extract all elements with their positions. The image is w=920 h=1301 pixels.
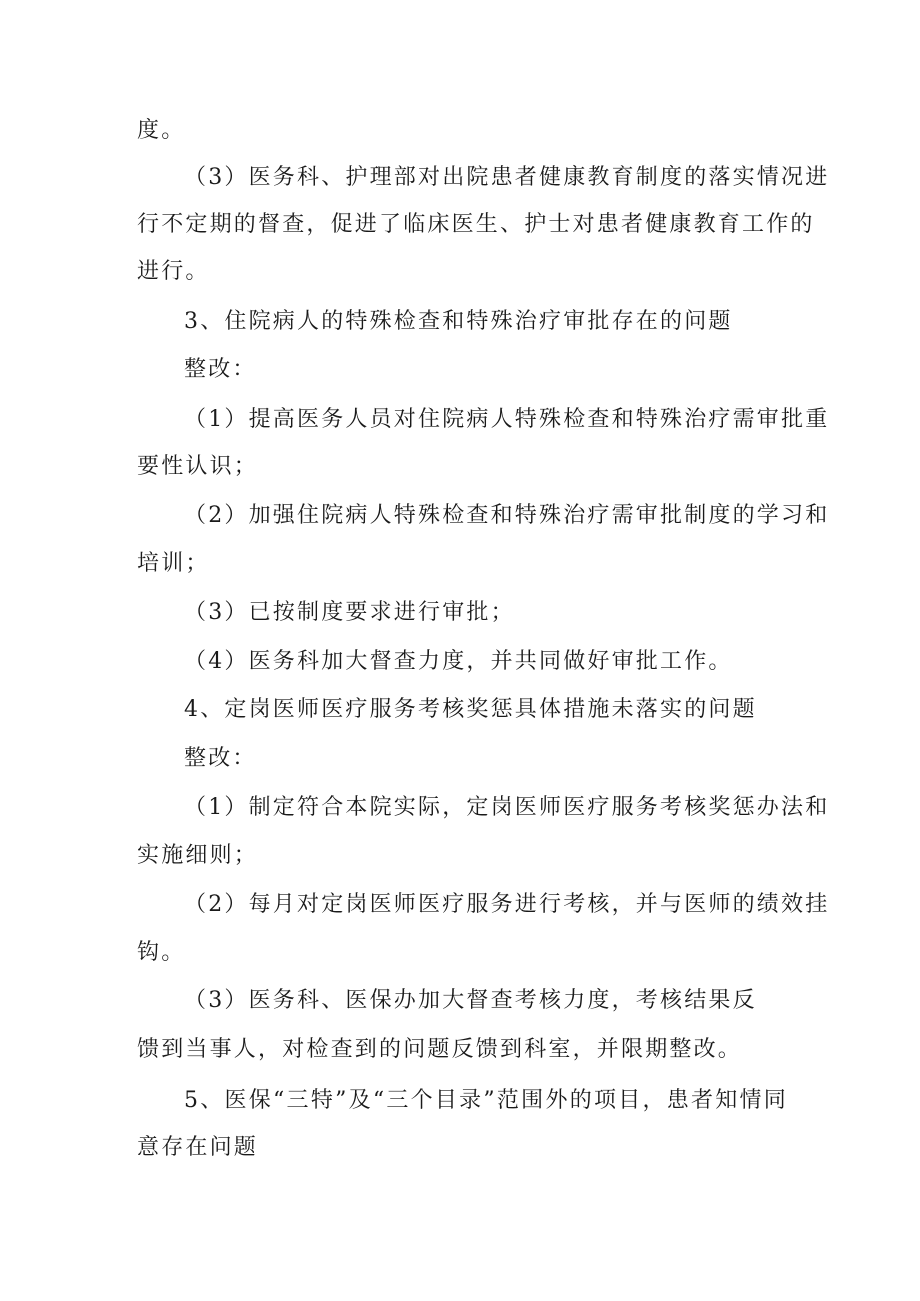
text-line: 钩。 [137, 940, 186, 965]
text-line: （1）提高医务人员对住院病人特殊检查和特殊治疗需审批重 [184, 407, 830, 432]
text-line: （2）每月对定岗医师医疗服务进行考核，并与医师的绩效挂 [184, 892, 830, 917]
text-line: （2）加强住院病人特殊检查和特殊治疗需审批制度的学习和 [184, 503, 830, 528]
text-line: （4）医务科加大督查力度，并共同做好审批工作。 [184, 649, 733, 674]
text-line: 进行。 [137, 259, 210, 284]
text-line: 要性认识； [137, 454, 259, 479]
section-heading: 5、医保“三特”及“三个目录”范围外的项目，患者知情同 [184, 1088, 788, 1113]
section-heading: 4、定岗医师医疗服务考核奖惩具体措施未落实的问题 [184, 697, 757, 722]
text-line: 实施细则； [137, 843, 259, 868]
text-line: （1）制定符合本院实际，定岗医师医疗服务考核奖惩办法和 [184, 795, 830, 820]
text-line: （3）医务科、护理部对出院患者健康教育制度的落实情况进 [184, 165, 830, 190]
text-line: 馈到当事人，对检查到的问题反馈到科室，并限期整改。 [137, 1037, 743, 1062]
text-line: 培训； [137, 551, 210, 576]
subheading-rectification: 整改： [184, 746, 257, 771]
text-line: （3）已按制度要求进行审批； [184, 600, 515, 625]
text-line: （3）医务科、医保办加大督查考核力度，考核结果反 [184, 988, 757, 1013]
text-line: 行不定期的督查，促进了临床医生、护士对患者健康教育工作的 [137, 212, 815, 237]
text-line: 度。 [137, 118, 186, 143]
text-line: 意存在问题 [137, 1135, 259, 1160]
subheading-rectification: 整改： [184, 357, 257, 382]
section-heading: 3、住院病人的特殊检查和特殊治疗审批存在的问题 [184, 309, 733, 334]
